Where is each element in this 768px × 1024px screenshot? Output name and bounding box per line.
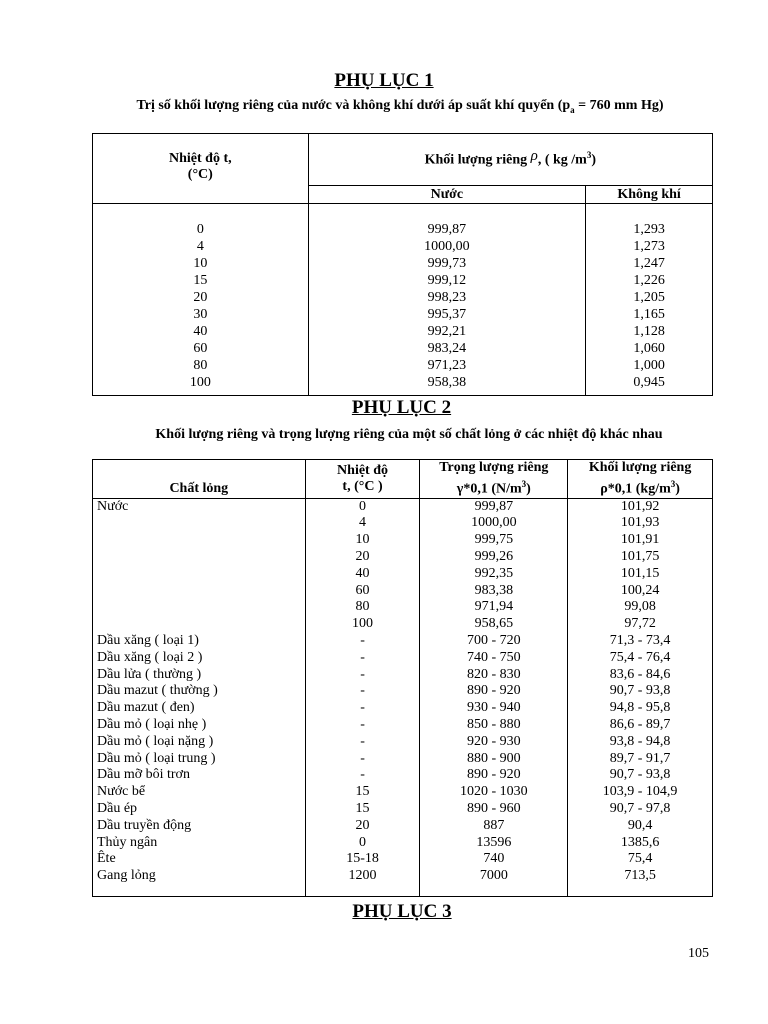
- cell-temperature: -: [305, 667, 420, 684]
- col-header-temperature: [93, 134, 309, 204]
- cell-specific-weight: 820 - 830: [420, 667, 568, 684]
- cell-specific-weight: 700 - 720: [420, 633, 568, 650]
- cell-density: 93,8 - 94,8: [568, 734, 713, 751]
- cell-liquid-name: Dầu mỏ ( loại nhẹ ): [93, 717, 306, 734]
- col-header-density-line2: [568, 476, 712, 498]
- col-header-water: Nước: [308, 186, 586, 204]
- cell-temperature: -: [305, 717, 420, 734]
- appendix-1-heading: PHỤ LỤC 1: [334, 70, 434, 91]
- table-row: [93, 340, 713, 357]
- table-row: [93, 289, 713, 306]
- cell-water-density: 992,21: [308, 323, 586, 340]
- cell-density: 89,7 - 91,7: [568, 751, 713, 768]
- cell-density: 713,5: [568, 868, 713, 885]
- cell-temperature: 1200: [305, 868, 420, 885]
- cell-water-density: 971,23: [308, 357, 586, 374]
- density-unit: , ( kg /m: [537, 152, 587, 168]
- cell-specific-weight: 740 - 750: [420, 650, 568, 667]
- col-header-liquid: Chất lỏng: [93, 460, 306, 499]
- cell-density: 90,7 - 93,8: [568, 683, 713, 700]
- cell-liquid-name: Dầu mỡ bôi trơn: [93, 767, 306, 784]
- cell-liquid-name: Dầu xăng ( loại 2 ): [93, 650, 306, 667]
- table-row: [93, 835, 713, 852]
- cell-liquid-name: Dầu lửa ( thường ): [93, 667, 306, 684]
- table-row: [93, 851, 713, 868]
- table-row: [93, 221, 713, 238]
- table-row: [93, 751, 713, 768]
- cell-liquid-name: Dầu mazut ( thường ): [93, 683, 306, 700]
- cell-specific-weight: 850 - 880: [420, 717, 568, 734]
- cell-temperature: 60: [305, 583, 420, 600]
- cell-air-density: 1,128: [586, 323, 713, 340]
- cell-temperature: 0: [305, 835, 420, 852]
- rho-symbol: ρ: [530, 147, 538, 164]
- col-header-density: [308, 134, 712, 186]
- cell-water-density: 999,73: [308, 255, 586, 272]
- cell-density: 83,6 - 84,6: [568, 667, 713, 684]
- cell-air-density: 1,060: [586, 340, 713, 357]
- subtitle-subscript: a: [570, 104, 575, 115]
- table-row: [93, 650, 713, 667]
- density-unit-close: ): [591, 152, 596, 168]
- cell-temperature: 30: [93, 306, 309, 323]
- col-header-specific-weight: [420, 460, 568, 499]
- table-row: [93, 734, 713, 751]
- cell-density: 90,7 - 97,8: [568, 801, 713, 818]
- cell-liquid-name: [93, 616, 306, 633]
- col-header-air: Không khí: [586, 186, 713, 204]
- cell-temperature: 100: [93, 374, 309, 391]
- cell-temperature: 10: [305, 532, 420, 549]
- cell-temperature: -: [305, 767, 420, 784]
- table-row: [93, 717, 713, 734]
- cell-density: 101,92: [568, 498, 713, 515]
- cell-density: 90,7 - 93,8: [568, 767, 713, 784]
- cell-temperature: 20: [305, 818, 420, 835]
- cell-temperature: 20: [93, 289, 309, 306]
- cell-specific-weight: 983,38: [420, 583, 568, 600]
- cell-temperature: 0: [93, 221, 309, 238]
- cell-specific-weight: 971,94: [420, 599, 568, 616]
- cell-temperature: 100: [305, 616, 420, 633]
- cell-temperature: 40: [93, 323, 309, 340]
- cell-liquid-name: Dầu xăng ( loại 1): [93, 633, 306, 650]
- cell-air-density: 1,226: [586, 272, 713, 289]
- cell-water-density: 998,23: [308, 289, 586, 306]
- cell-temperature: -: [305, 700, 420, 717]
- cell-specific-weight: 7000: [420, 868, 568, 885]
- cell-air-density: 1,247: [586, 255, 713, 272]
- density-label: Khối lượng riêng: [424, 152, 528, 168]
- table-row: [93, 616, 713, 633]
- cell-temperature: 0: [305, 498, 420, 515]
- cell-air-density: 1,000: [586, 357, 713, 374]
- cell-specific-weight: 890 - 920: [420, 683, 568, 700]
- cell-temperature: 80: [93, 357, 309, 374]
- cell-temperature: 10: [93, 255, 309, 272]
- cell-specific-weight: 958,65: [420, 616, 568, 633]
- specific-weight-close: ): [526, 481, 531, 497]
- cell-density: 97,72: [568, 616, 713, 633]
- cell-liquid-name: [93, 549, 306, 566]
- cell-air-density: 1,273: [586, 238, 713, 255]
- cell-density: 71,3 - 73,4: [568, 633, 713, 650]
- cell-specific-weight: 920 - 930: [420, 734, 568, 751]
- cell-temperature: 80: [305, 599, 420, 616]
- cell-specific-weight: 740: [420, 851, 568, 868]
- density-table-water-air: [92, 133, 713, 396]
- cell-temperature: -: [305, 734, 420, 751]
- cell-water-density: 999,12: [308, 272, 586, 289]
- specific-weight-exponent: 3: [521, 479, 527, 489]
- cell-temperature: 60: [93, 340, 309, 357]
- cell-density: 99,08: [568, 599, 713, 616]
- cell-liquid-name: Dầu truyền động: [93, 818, 306, 835]
- appendix-3-heading: PHỤ LỤC 3: [352, 901, 452, 922]
- table-row: [93, 868, 713, 885]
- table-row: [93, 374, 713, 391]
- density-exponent: 3: [670, 479, 676, 489]
- table-row: [93, 767, 713, 784]
- table-row: [93, 784, 713, 801]
- cell-liquid-name: Nước bể: [93, 784, 306, 801]
- cell-liquid-name: Dầu mỏ ( loại nặng ): [93, 734, 306, 751]
- table-row: [93, 683, 713, 700]
- cell-specific-weight: 999,75: [420, 532, 568, 549]
- cell-liquid-name: [93, 583, 306, 600]
- cell-liquid-name: Nước: [93, 498, 306, 515]
- cell-liquid-name: Dầu mazut ( đen): [93, 700, 306, 717]
- table-row: [93, 583, 713, 600]
- table-row: [93, 566, 713, 583]
- cell-temperature: 15: [305, 784, 420, 801]
- table-row: [93, 549, 713, 566]
- appendix-2-heading: PHỤ LỤC 2: [351, 397, 452, 418]
- appendix-1-subtitle: [0, 98, 768, 115]
- cell-density: 86,6 - 89,7: [568, 717, 713, 734]
- col-header-specific-weight-line2: [420, 476, 567, 498]
- liquid-density-table: [92, 459, 713, 897]
- cell-liquid-name: Dầu mỏ ( loại trung ): [93, 751, 306, 768]
- cell-temperature: 40: [305, 566, 420, 583]
- col-header-temperature-line2: t, (°C ): [342, 478, 383, 494]
- cell-air-density: 0,945: [586, 374, 713, 391]
- table-row: [93, 238, 713, 255]
- cell-specific-weight: 930 - 940: [420, 700, 568, 717]
- cell-temperature: 15: [93, 272, 309, 289]
- table-row: [93, 515, 713, 532]
- col-header-density-line1: Khối lượng riêng: [588, 460, 692, 475]
- table-row: [93, 633, 713, 650]
- cell-water-density: 958,38: [308, 374, 586, 391]
- cell-specific-weight: 992,35: [420, 566, 568, 583]
- cell-temperature: 15: [305, 801, 420, 818]
- table-row: [93, 272, 713, 289]
- cell-density: 90,4: [568, 818, 713, 835]
- cell-specific-weight: 999,26: [420, 549, 568, 566]
- cell-density: 1385,6: [568, 835, 713, 852]
- table-row: [93, 599, 713, 616]
- table-row: [93, 306, 713, 323]
- cell-density: 101,91: [568, 532, 713, 549]
- cell-density: 75,4: [568, 851, 713, 868]
- cell-temperature: 4: [305, 515, 420, 532]
- cell-temperature: -: [305, 751, 420, 768]
- cell-liquid-name: Ête: [93, 851, 306, 868]
- cell-liquid-name: Dầu ép: [93, 801, 306, 818]
- cell-water-density: 995,37: [308, 306, 586, 323]
- col-header-temperature: [305, 460, 420, 499]
- cell-specific-weight: 890 - 920: [420, 767, 568, 784]
- cell-specific-weight: 999,87: [420, 498, 568, 515]
- col-header-temperature-line1: Nhiệt độ: [337, 462, 388, 478]
- cell-temperature: -: [305, 633, 420, 650]
- cell-air-density: 1,293: [586, 221, 713, 238]
- cell-water-density: 983,24: [308, 340, 586, 357]
- cell-specific-weight: 890 - 960: [420, 801, 568, 818]
- cell-water-density: 999,87: [308, 221, 586, 238]
- table-row: [93, 357, 713, 374]
- density-unit-exponent: 3: [586, 150, 592, 161]
- cell-air-density: 1,205: [586, 289, 713, 306]
- table-row: [93, 801, 713, 818]
- col-header-specific-weight-line1: Trọng lượng riêng: [439, 460, 549, 475]
- cell-specific-weight: 880 - 900: [420, 751, 568, 768]
- cell-temperature: -: [305, 683, 420, 700]
- cell-density: 94,8 - 95,8: [568, 700, 713, 717]
- density-close: ): [675, 481, 680, 497]
- table-row: [93, 700, 713, 717]
- col-header-density: [568, 460, 713, 499]
- cell-liquid-name: [93, 532, 306, 549]
- cell-temperature: 20: [305, 549, 420, 566]
- cell-specific-weight: 13596: [420, 835, 568, 852]
- cell-specific-weight: 1000,00: [420, 515, 568, 532]
- cell-density: 100,24: [568, 583, 713, 600]
- table-row: [93, 323, 713, 340]
- cell-density: 103,9 - 104,9: [568, 784, 713, 801]
- appendix-2-subtitle: Khối lượng riêng và trọng lượng riêng của một số chất lỏng ở các nhiệt độ khác nhau: [155, 427, 663, 442]
- cell-air-density: 1,165: [586, 306, 713, 323]
- cell-specific-weight: 1020 - 1030: [420, 784, 568, 801]
- col-header-temperature-line2: (°C): [187, 167, 213, 182]
- cell-liquid-name: [93, 515, 306, 532]
- cell-density: 101,93: [568, 515, 713, 532]
- cell-density: 101,75: [568, 549, 713, 566]
- table-row: [93, 498, 713, 515]
- cell-liquid-name: Gang lỏng: [93, 868, 306, 885]
- table-row: [93, 667, 713, 684]
- cell-temperature: 4: [93, 238, 309, 255]
- cell-density: 101,15: [568, 566, 713, 583]
- cell-water-density: 1000,00: [308, 238, 586, 255]
- specific-weight-unit: γ*0,1 (N/m: [456, 481, 522, 497]
- table-row: [93, 255, 713, 272]
- page-number: 105: [688, 946, 709, 961]
- table-row: [93, 818, 713, 835]
- table-row: [93, 532, 713, 549]
- subtitle-end: = 760 mm Hg): [574, 98, 664, 113]
- cell-temperature: 15-18: [305, 851, 420, 868]
- density-unit: ρ*0,1 (kg/m: [600, 481, 671, 497]
- cell-liquid-name: [93, 566, 306, 583]
- subtitle-main: Trị số khối lượng riêng của nước và không khí dưới áp suất khí quyển (p: [136, 98, 571, 113]
- cell-temperature: -: [305, 650, 420, 667]
- cell-liquid-name: [93, 599, 306, 616]
- cell-specific-weight: 887: [420, 818, 568, 835]
- cell-density: 75,4 - 76,4: [568, 650, 713, 667]
- col-header-temperature-line1: Nhiệt độ t,: [169, 151, 232, 166]
- cell-liquid-name: Thủy ngân: [93, 835, 306, 852]
